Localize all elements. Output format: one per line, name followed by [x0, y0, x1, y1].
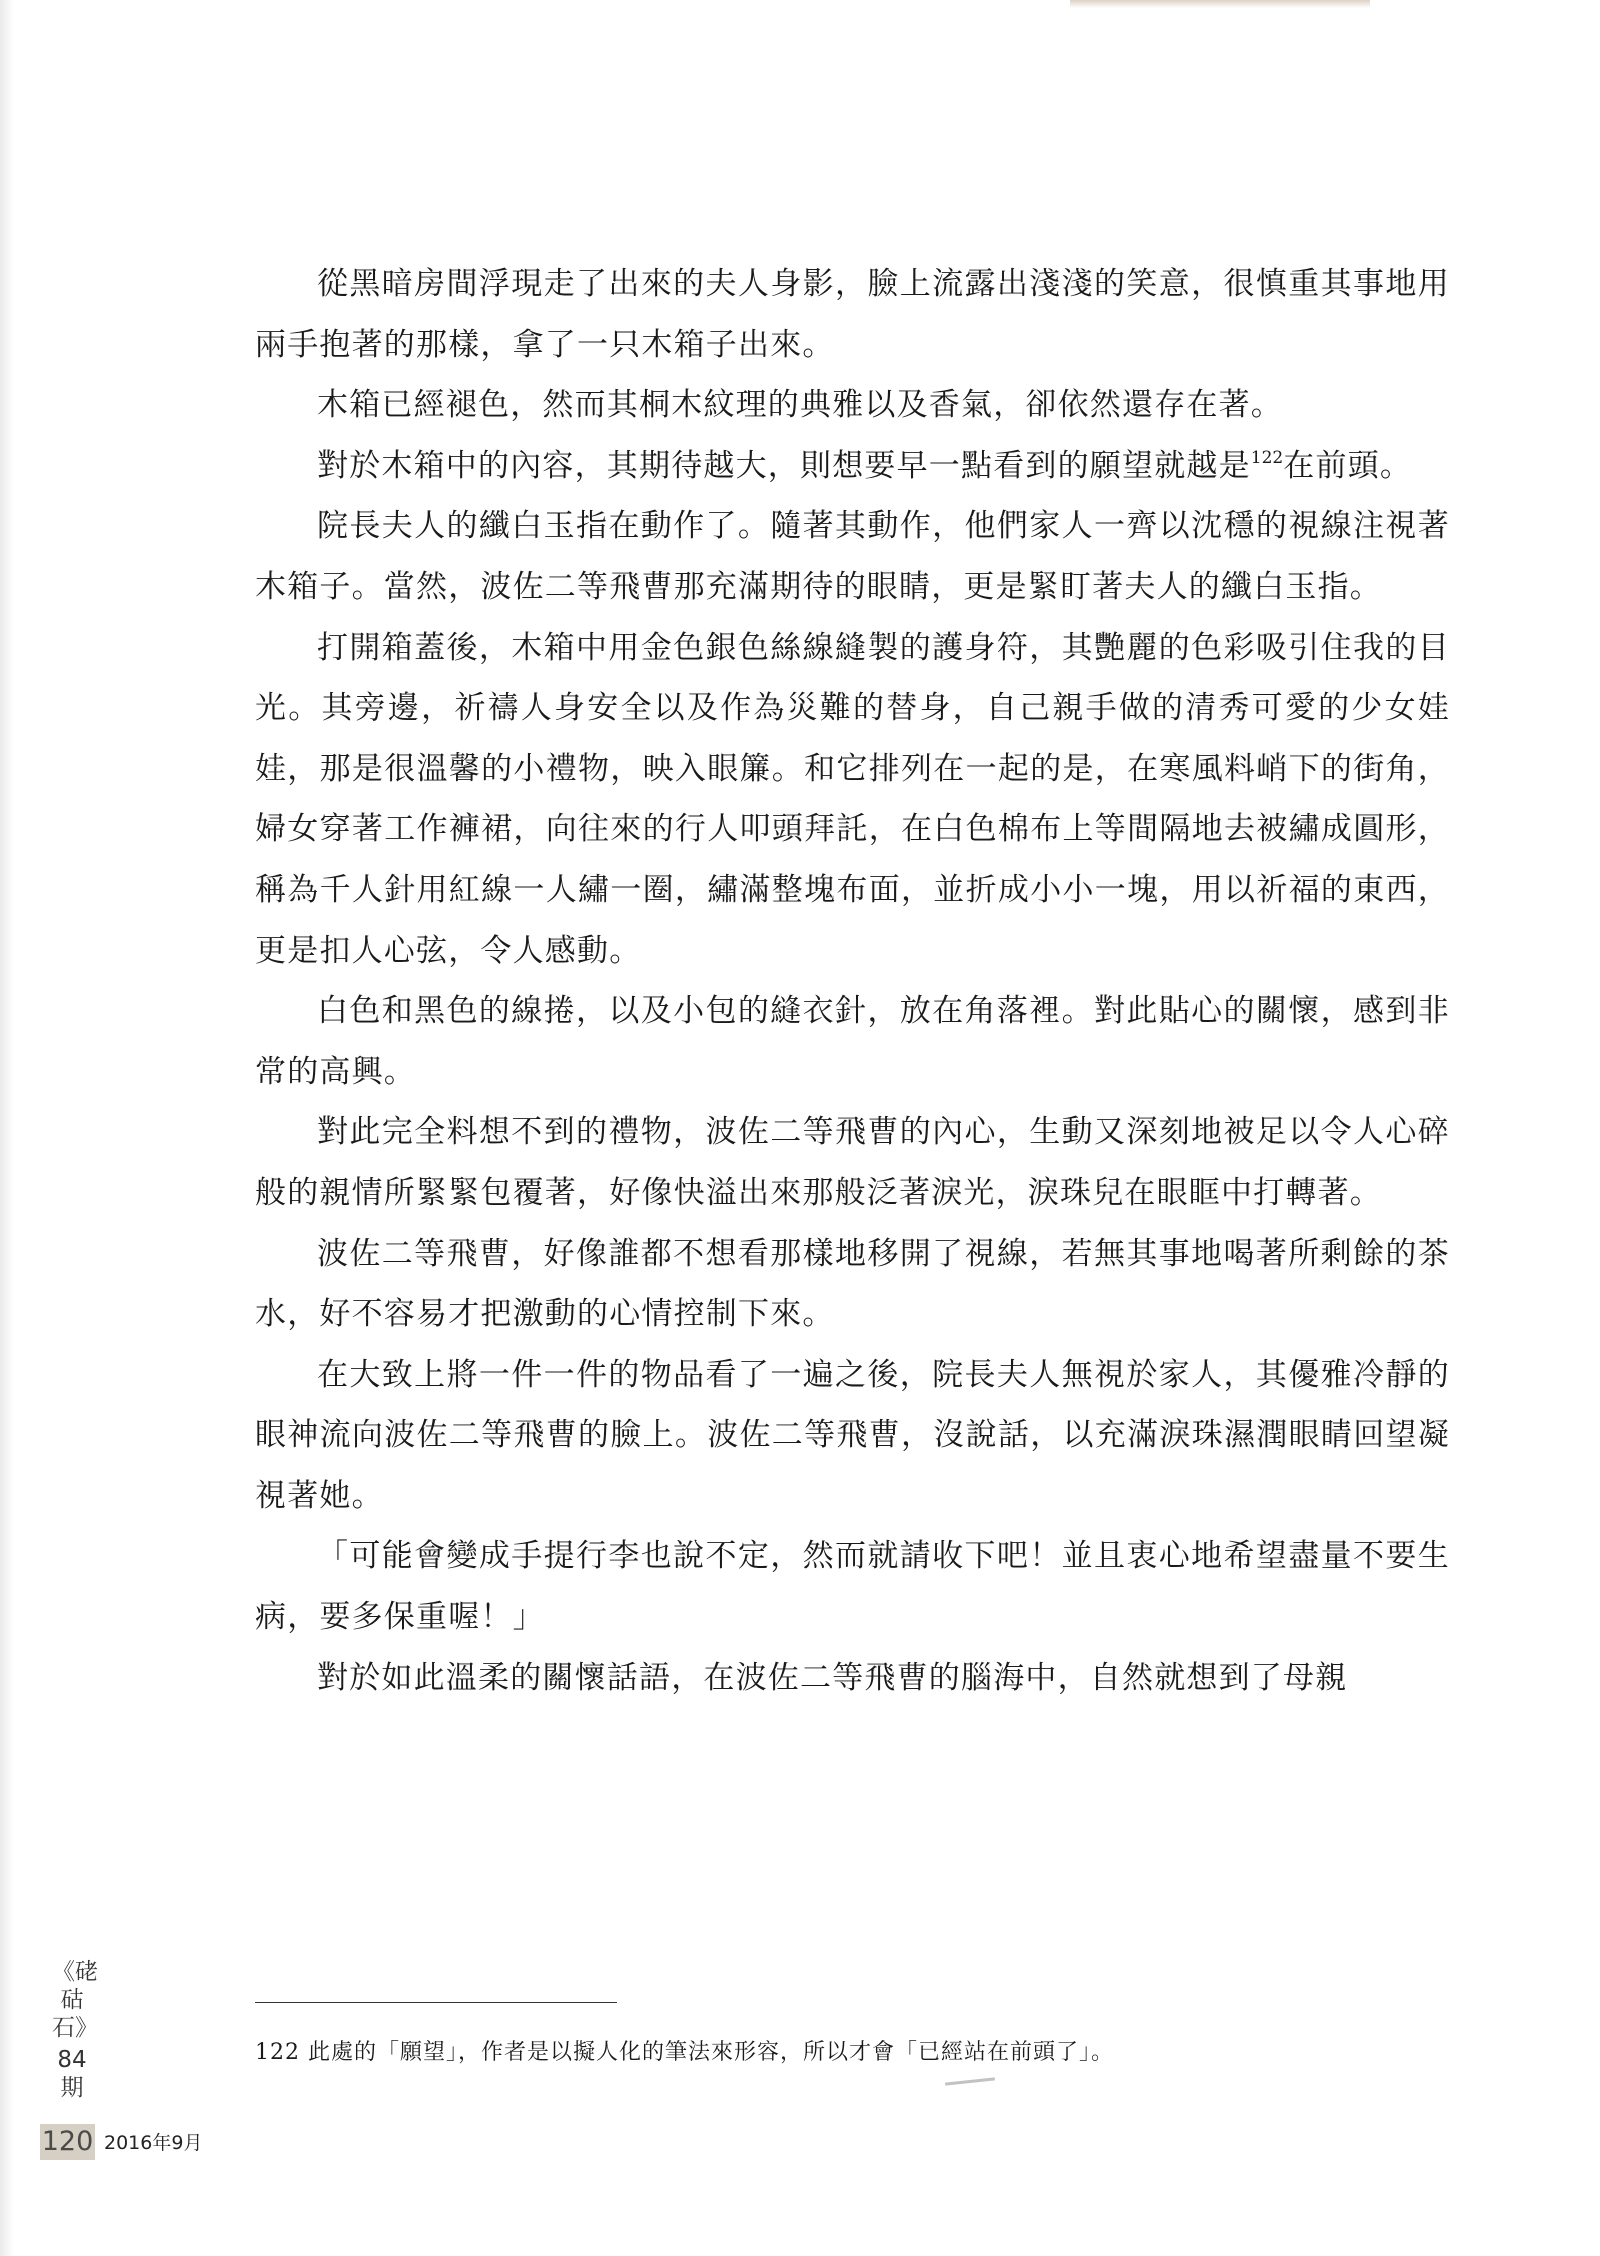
paragraph: 木箱已經褪色，然而其桐木紋理的典雅以及香氣，卻依然還存在著。	[317, 387, 1283, 424]
footnote-reference[interactable]: 122	[1250, 447, 1284, 468]
paragraph: 在大致上將一件一件的物品看了一遍之後，院長夫人無視於家人，其優雅冷靜的眼神流向波佐二等飛曹的臉上。波佐二等飛曹，沒說話，以充滿淚珠濕潤眼睛回望凝視著她。	[255, 1356, 1450, 1514]
page-edge-shadow	[0, 0, 14, 2256]
paragraph: 「可能會變成手提行李也說不定，然而就請收下吧！並且衷心地希望盡量不要生病，要多保重喔！」	[255, 1538, 1450, 1636]
footnote: 122 此處的「願望」，作者是以擬人化的筆法來形容，所以才會「已經站在前頭了」。	[255, 2040, 1114, 2065]
paragraph-text: 對於木箱中的內容，其期待越大，則想要早一點看到的願望就越是	[317, 447, 1251, 484]
paragraph-with-footnote	[255, 436, 1450, 497]
paragraph: 從黑暗房間浮現走了出來的夫人身影，臉上流露出淺淺的笑意，很慎重其事地用兩手抱著的那樣，拿了一只木箱子出來。	[255, 266, 1450, 363]
paragraph: 對於如此溫柔的關懷話語，在波佐二等飛曹的腦海中，自然就想到了母親	[317, 1659, 1348, 1696]
paragraph-text: 在前頭。	[1283, 447, 1413, 484]
paragraph: 院長夫人的纖白玉指在動作了。隨著其動作，他們家人一齊以沈穩的視線注視著木箱子。當然，波佐二等飛曹那充滿期待的眼睛，更是緊盯著夫人的纖白玉指。	[255, 508, 1450, 605]
footnote-divider	[255, 2002, 617, 2003]
journal-running-title	[52, 1958, 98, 2102]
paragraph: 打開箱蓋後，木箱中用金色銀色絲線縫製的護身符，其艷麗的色彩吸引住我的目光。其旁邊，祈禱人身安全以及作為災難的替身，自己親手做的清秀可愛的少女娃娃，那是很溫馨的小禮物，映入眼簾。和它排列在一起的是，在寒風料峭下的街角，婦女穿著工作褲裙，向往來的行人叩頭拜託，在白色棉布上等間隔地去被繡成圓形，稱為千人針用紅線一人繡一圈，繡滿整塊布面，並折成小小一塊，用以祈福的東西，更是扣人心弦，令人感動。	[255, 629, 1450, 969]
paragraph: 白色和黑色的線捲，以及小包的縫衣針，放在角落裡。對此貼心的關懷，感到非常的高興。	[255, 993, 1450, 1090]
paragraph: 波佐二等飛曹，好像誰都不想看那樣地移開了視線，若無其事地喝著所剩餘的茶水，好不容易才把激動的心情控制下來。	[255, 1235, 1450, 1333]
journal-title: 《硓𥑮石》	[52, 1959, 98, 2041]
article-body	[255, 254, 1450, 1708]
page-number: 120	[40, 2124, 95, 2160]
scan-artifact-mark	[945, 2077, 995, 2085]
scan-top-mark	[1070, 0, 1370, 8]
issue-date: 2016年9月	[104, 2132, 203, 2154]
paragraph: 對此完全料想不到的禮物，波佐二等飛曹的內心，生動又深刻地被足以令人心碎般的親情所緊緊包覆著，好像快溢出來那般泛著淚光，淚珠兒在眼眶中打轉著。	[255, 1114, 1450, 1211]
journal-issue: 84期	[57, 2047, 87, 2101]
